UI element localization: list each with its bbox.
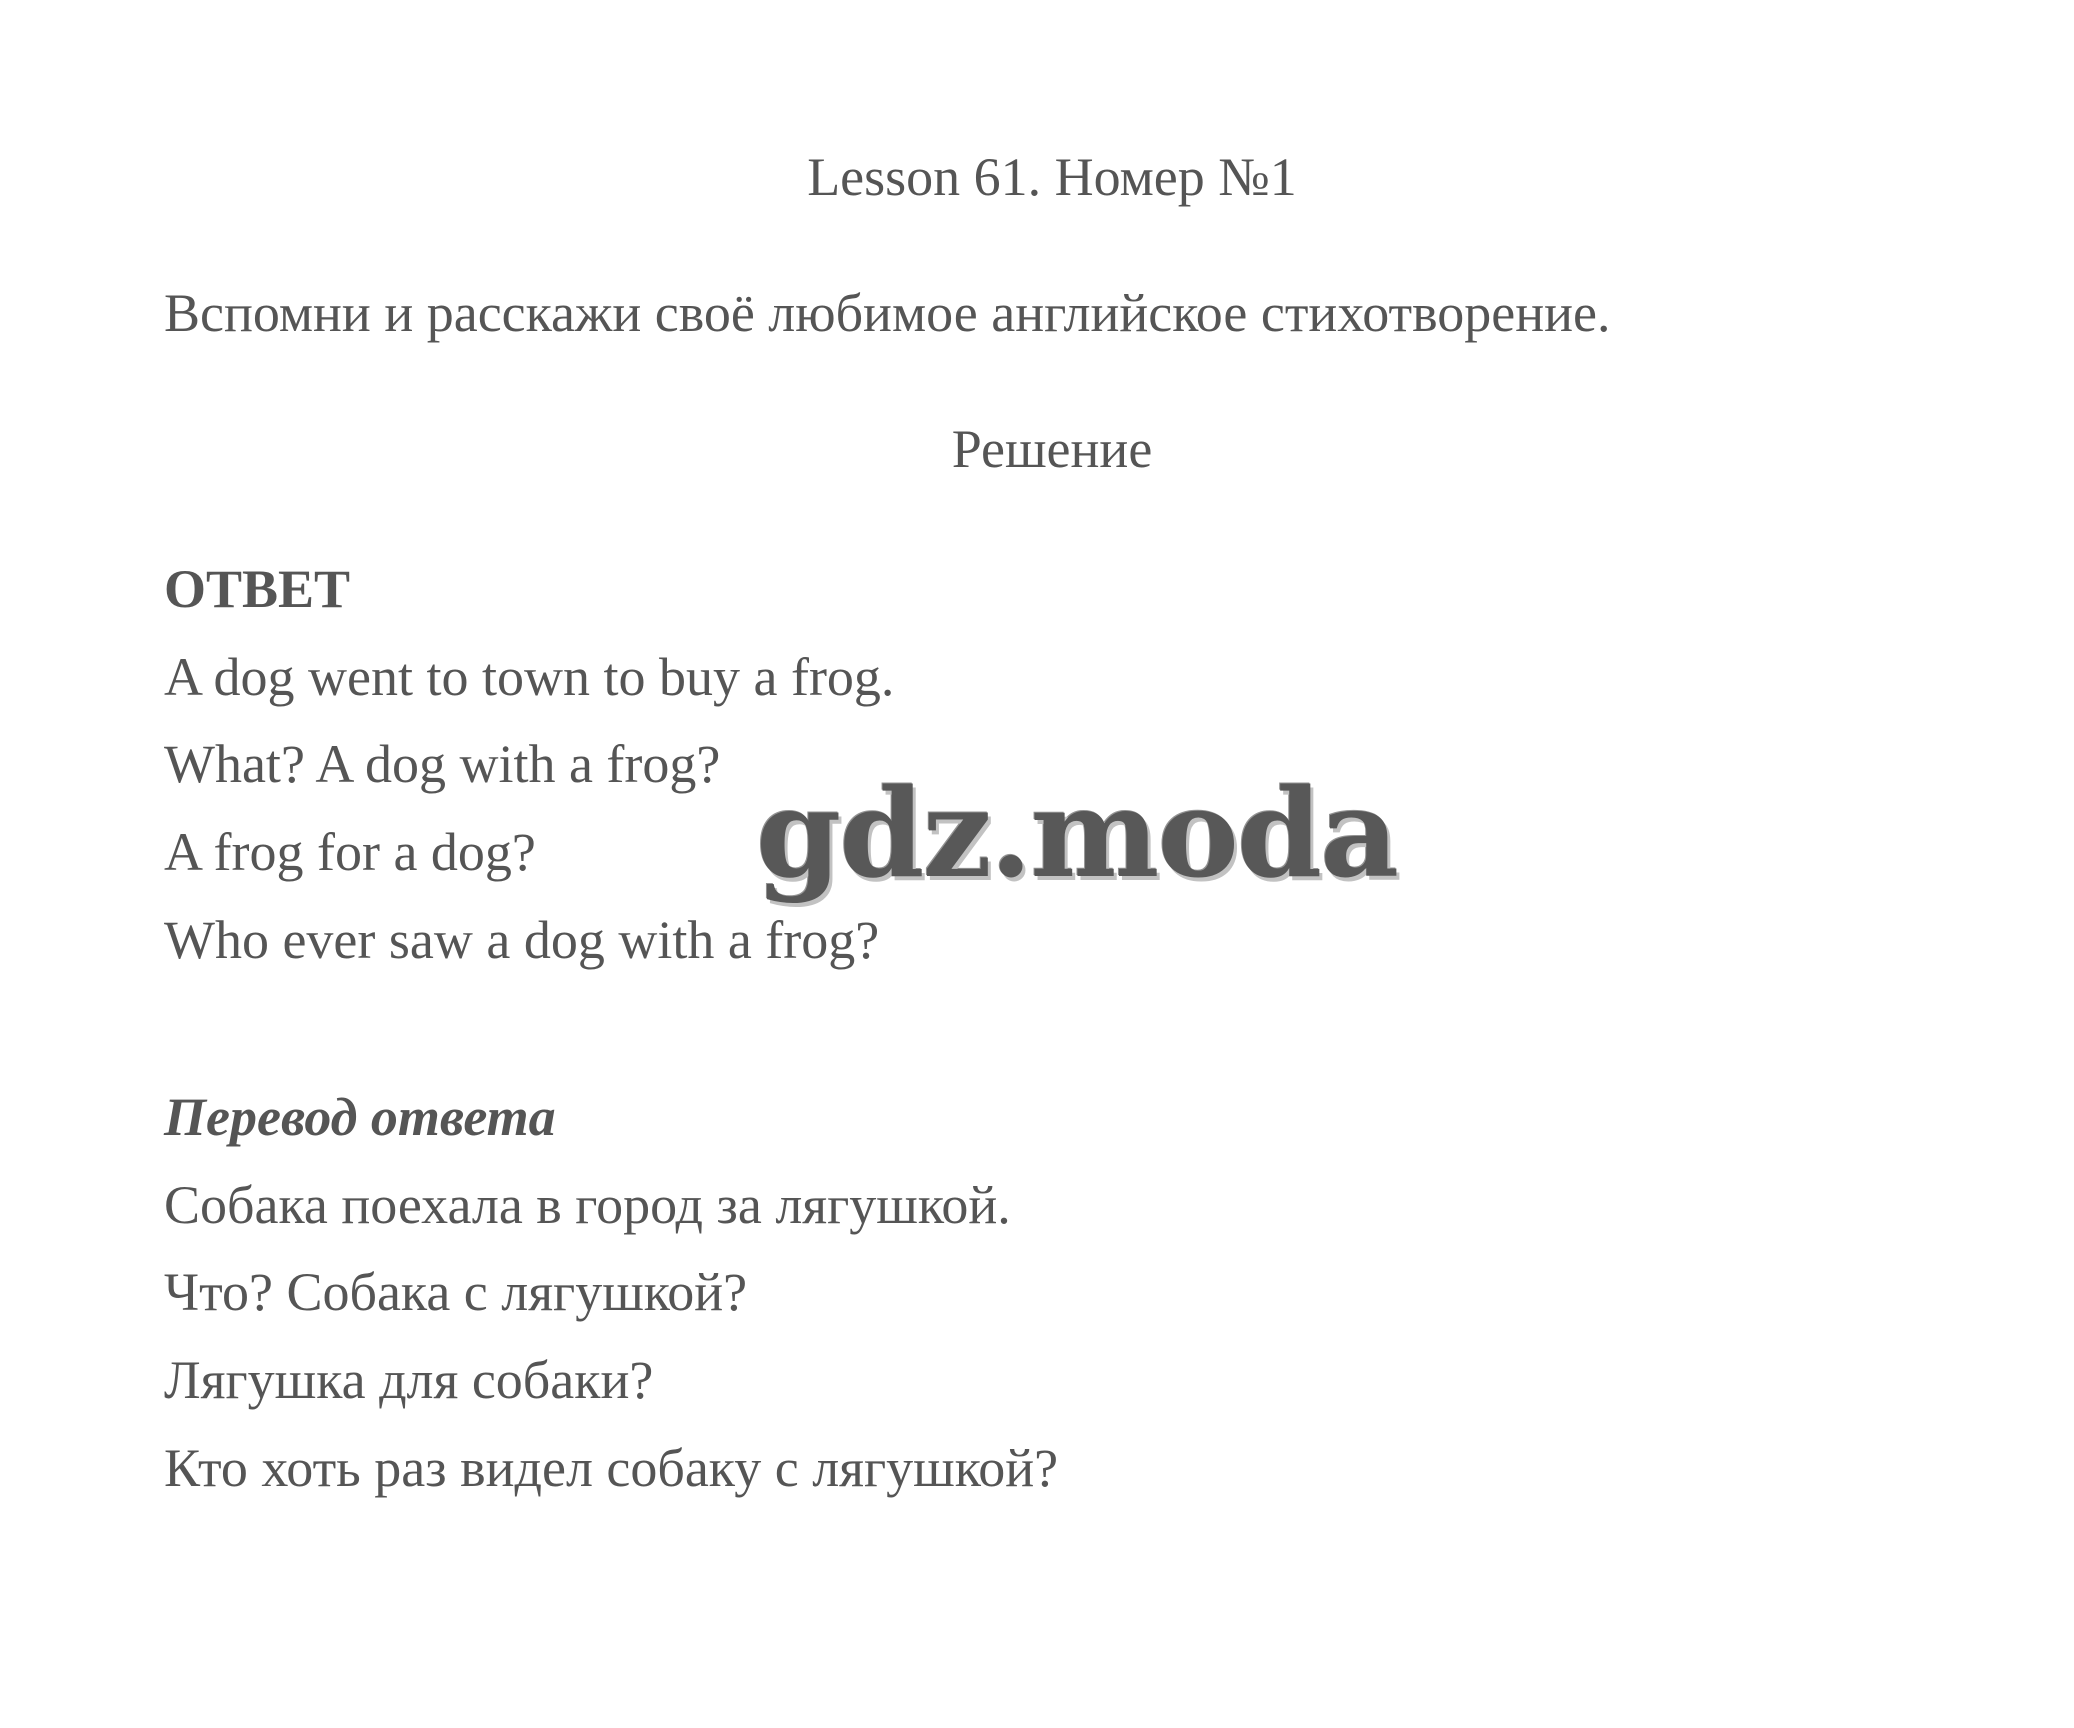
answer-line: A frog for a dog? bbox=[164, 822, 536, 882]
answer-line: What? A dog with a frog? bbox=[164, 734, 721, 794]
watermark-logo: gdz.moda bbox=[756, 761, 1398, 905]
translation-line: Лягушка для собаки? bbox=[164, 1350, 654, 1410]
solution-label: Решение bbox=[951, 419, 1153, 479]
translation-line: Кто хоть раз видел собаку с лягушкой? bbox=[164, 1438, 1059, 1498]
translation-line: Собака поехала в город за лягушкой. bbox=[164, 1175, 1011, 1235]
translation-heading: Перевод ответа bbox=[164, 1087, 556, 1147]
translation-line: Что? Собака с лягушкой? bbox=[164, 1262, 748, 1322]
answer-heading: ОТВЕТ bbox=[164, 559, 351, 619]
page-title: Lesson 61. Номер №1 bbox=[807, 147, 1297, 207]
task-text: Вспомни и расскажи своё любимое английское стихотворение. bbox=[164, 283, 1611, 343]
answer-line: A dog went to town to buy a frog. bbox=[164, 647, 895, 707]
answer-line: Who ever saw a dog with a frog? bbox=[164, 910, 880, 970]
